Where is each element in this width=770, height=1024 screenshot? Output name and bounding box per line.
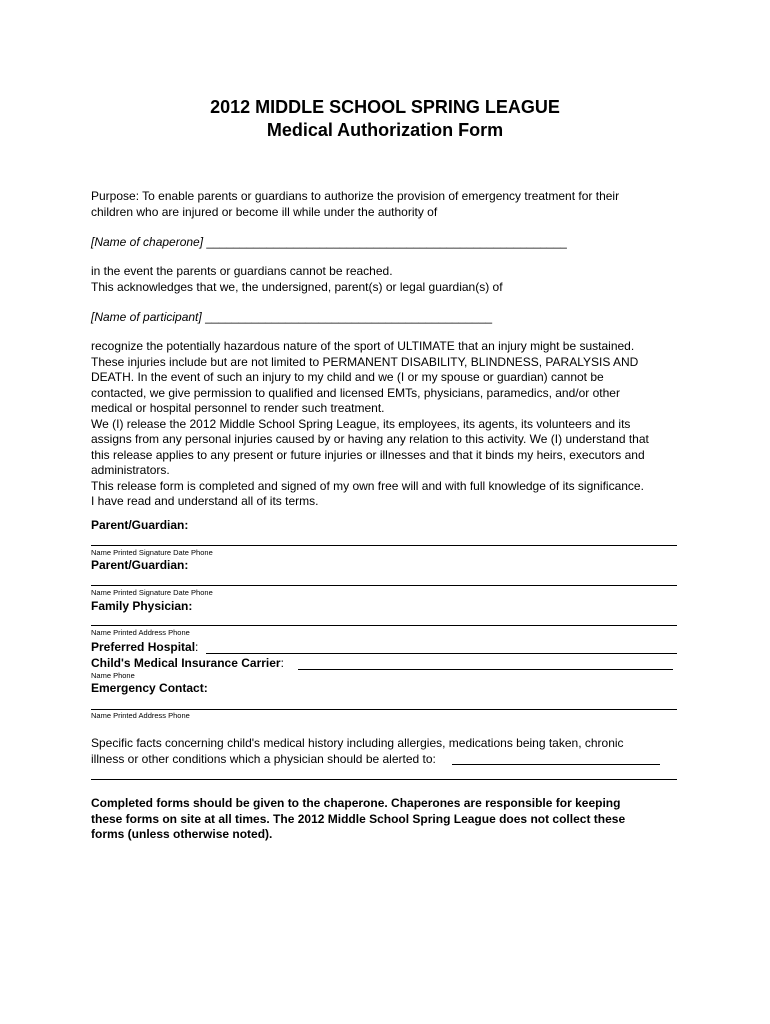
release-line: administrators. — [91, 463, 170, 477]
insurance-carrier-line[interactable] — [298, 669, 673, 670]
preferred-hospital-label-text: Preferred Hospital — [91, 640, 196, 654]
closing-line-3: forms (unless otherwise noted). — [91, 827, 273, 841]
parent-guardian-2-label: Parent/Guardian: — [91, 558, 189, 572]
medical-history-line-1: Specific facts concerning child's medical history including allergies, medications being taken, chronic — [91, 736, 624, 750]
release-line: assigns from any personal injuries caused by or having any relation to this activity. We (I) understand that — [91, 432, 649, 446]
release-line: contacted, we give permission to qualified and licensed EMTs, physicians, paramedics, and/or other — [91, 385, 620, 400]
family-physician-label: Family Physician: — [91, 599, 193, 613]
medical-history-extra-line[interactable] — [91, 779, 677, 780]
parent-guardian-2-caption: Name Printed Signature Date Phone — [91, 588, 213, 597]
insurance-carrier-caption: Name Phone — [91, 671, 135, 680]
chaperone-blank[interactable]: ______________________________________________________ — [206, 235, 567, 249]
reach-paragraph — [91, 264, 691, 295]
parent-guardian-1-line[interactable] — [91, 545, 677, 546]
participant-blank[interactable]: ___________________________________________ — [205, 310, 493, 324]
medical-history-paragraph — [91, 736, 691, 767]
participant-label: [Name of participant] — [91, 310, 202, 324]
purpose-paragraph — [91, 189, 691, 220]
purpose-line-1: Purpose: To enable parents or guardians to authorize the provision of emergency treatment for their — [91, 189, 620, 203]
medical-history-line-2: illness or other conditions which a physician should be alerted to: — [91, 751, 436, 766]
emergency-contact-caption: Name Printed Address Phone — [91, 711, 190, 720]
release-line: recognize the potentially hazardous nature of the sport of ULTIMATE that an injury might be sustained. — [91, 339, 635, 353]
chaperone-label: [Name of chaperone] — [91, 235, 204, 249]
preferred-hospital-label — [91, 640, 198, 655]
emergency-contact-label: Emergency Contact: — [91, 681, 208, 695]
release-line: We (I) release the 2012 Middle School Spring League, its employees, its agents, its volunteers and its — [91, 416, 631, 431]
family-physician-line[interactable] — [91, 625, 677, 626]
closing-line-2: these forms on site at all times. The 2012 Middle School Spring League does not collect these — [91, 811, 626, 826]
chaperone-field — [91, 235, 691, 251]
release-line: This release form is completed and signed of my own free will and with full knowledge of its significance. — [91, 478, 644, 493]
purpose-line-2: children who are injured or become ill while under the authority of — [91, 204, 438, 219]
parent-guardian-1-label: Parent/Guardian: — [91, 518, 189, 532]
release-line: I have read and understand all of its terms. — [91, 494, 319, 508]
form-title: 2012 MIDDLE SCHOOL SPRING LEAGUE — [210, 97, 560, 117]
release-paragraph — [91, 339, 691, 510]
closing-paragraph — [91, 796, 691, 843]
closing-line-1: Completed forms should be given to the chaperone. Chaperones are responsible for keeping — [91, 796, 621, 810]
preferred-hospital-colon: : — [195, 640, 199, 654]
preferred-hospital-line[interactable] — [206, 653, 677, 654]
participant-field — [91, 310, 691, 326]
release-line: medical or hospital personnel to render such treatment. — [91, 401, 385, 415]
insurance-carrier-label-text: Child's Medical Insurance Carrier — [91, 656, 281, 670]
reach-line-2: This acknowledges that we, the undersigned, parent(s) or legal guardian(s) of — [91, 279, 503, 294]
release-line: this release applies to any present or future injuries or illnesses and that it binds my heirs, executors and — [91, 447, 645, 462]
release-line: DEATH. In the event of such an injury to my child and we (I or my spouse or guardian) cannot be — [91, 370, 604, 384]
form-subtitle: Medical Authorization Form — [266, 120, 504, 140]
insurance-carrier-label — [91, 656, 284, 671]
insurance-carrier-colon: : — [280, 656, 284, 670]
release-line: These injuries include but are not limited to PERMANENT DISABILITY, BLINDNESS, PARALYSIS AND — [91, 354, 639, 369]
medical-history-line-blank[interactable] — [452, 764, 660, 765]
emergency-contact-line[interactable] — [91, 709, 677, 710]
parent-guardian-1-caption: Name Printed Signature Date Phone — [91, 548, 213, 557]
reach-line-1: in the event the parents or guardians cannot be reached. — [91, 264, 393, 278]
parent-guardian-2-line[interactable] — [91, 585, 677, 586]
family-physician-caption: Name Printed Address Phone — [91, 628, 190, 637]
